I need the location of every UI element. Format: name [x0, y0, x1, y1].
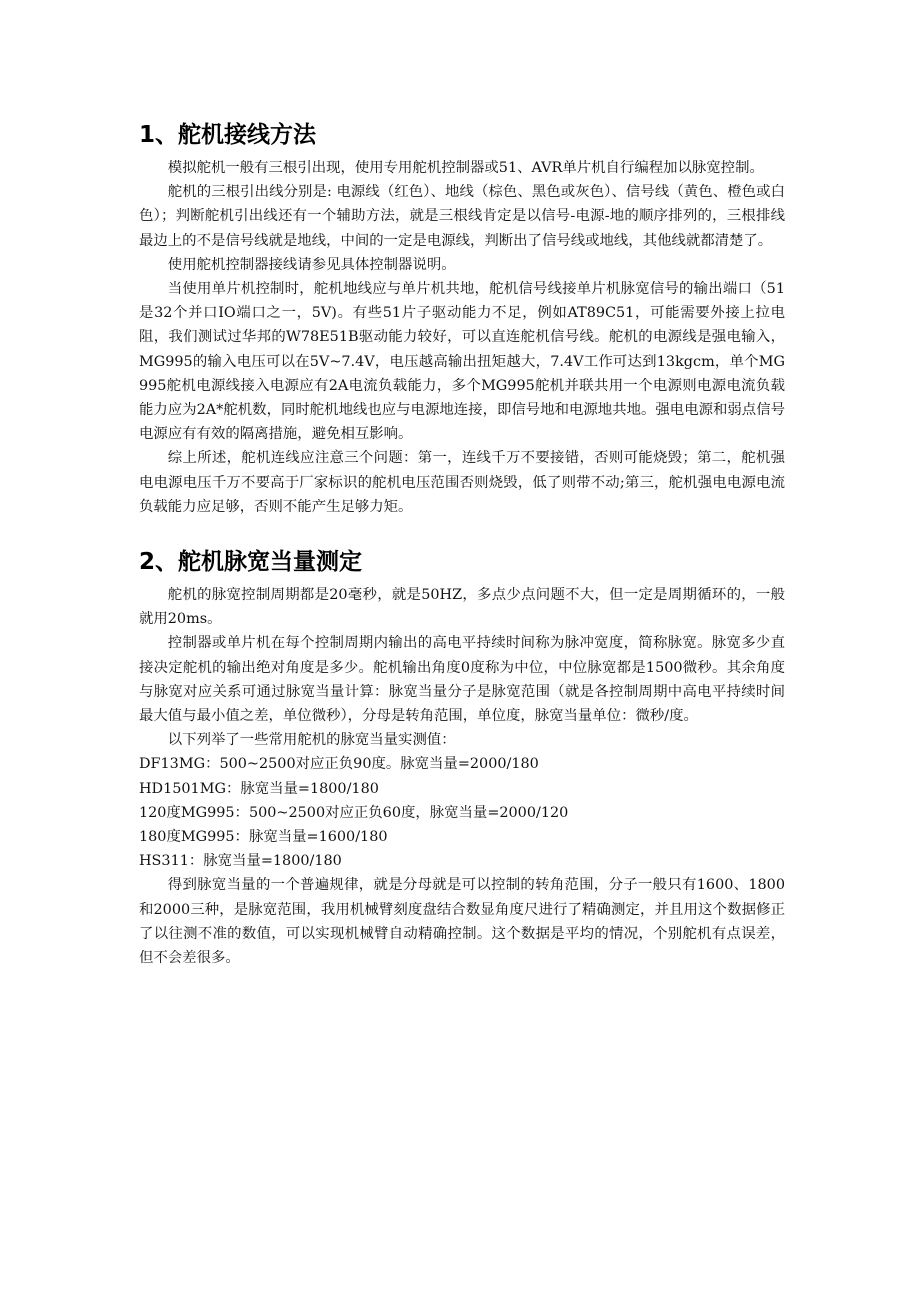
- section-2-paragraph-2: 控制器或单片机在每个控制周期内输出的高电平持续时间称为脉冲宽度，简称脉宽。脉宽多少直接决定舵机的输出绝对角度是多少。舵机输出角度0度称为中位，中位脉宽都是1500微秒。其余角度与脉宽对应关系可通过脉宽当量计算：脉宽当量分子是脉宽范围（就是各控制周期中高电平持续时间最大值与最小值之差，单位微秒），分母是转角范围，单位度，脉宽当量单位：微秒/度。: [139, 635, 785, 725]
- measurement-line: DF13MG：500~2500对应正负90度。脉宽当量=2000/180: [139, 756, 539, 773]
- section-2-paragraph-3: 以下列举了一些常用舵机的脉宽当量实测值：: [167, 732, 456, 749]
- section-2-conclusion: 得到脉宽当量的一个普遍规律，就是分母就是可以控制的转角范围，分子一般只有1600、1800和2000三种，是脉宽范围，我用机械臂刻度盘结合数显角度尺进行了精确测定，并且用这个数据修正了以往测不准的数值，可以实现机械臂自动精确控制。这个数据是平均的情况，个别舵机有点误差，但不会差很多。: [139, 877, 785, 967]
- section-1-paragraph-3: 使用舵机控制器接线请参见具体控制器说明。: [167, 256, 456, 273]
- section-1-title: 1、舵机接线方法: [139, 122, 317, 148]
- section-1-paragraph-2: 舵机的三根引出线分别是: 电源线（红色）、地线（棕色、黑色或灰色）、信号线（黄色、橙色或白色）；判断舵机引出线还有一个辅助方法，就是三根线肯定是以信号-电源-地的顺序排列的，三根排线最边上的不是信号线就是地线，中间的一定是电源线，判断出了信号线或地线，其他线就都清楚了。: [139, 184, 785, 249]
- measurement-line: 180度MG995：脉宽当量=1600/180: [139, 829, 388, 846]
- document-page: [139, 118, 785, 970]
- section-1-paragraph-1: 模拟舵机一般有三根引出现，使用专用舵机控制器或51、AVR单片机自行编程加以脉宽控制。: [167, 160, 764, 176]
- section-2-title: 2、舵机脉宽当量测定: [139, 549, 363, 576]
- section-1-paragraph-4: 当使用单片机控制时，舵机地线应与单片机共地，舵机信号线接单片机脉宽信号的输出端口（51是32个并口IO端口之一，5V)。有些51片子驱动能力不足，例如AT89C51，可能需要外接上拉电阻，我们测试过华邦的W78E51B驱动能力较好，可以直连舵机信号线。舵机的电源线是强电输入，MG995的输入电压可以在5V~7.4V，电压越高输出扭矩越大，7.4V工作可达到13kgcm，单个MG995舵机电源线接入电源应有2A电流负载能力，多个MG995舵机并联共用一个电源则电源电流负载能力应为2A*舵机数，同时舵机地线也应与电源地连接，即信号地和电源地共地。强电电源和弱点信号电源应有有效的隔离措施，避免相互影响。: [139, 281, 785, 443]
- section-1-paragraph-5: 综上所述，舵机连线应注意三个问题：第一，连线千万不要接错，否则可能烧毁；第二，舵机强电电源电压千万不要高于厂家标识的舵机电压范围否则烧毁，低了则带不动;第三，舵机强电电源电流负载能力应足够，否则不能产生足够力矩。: [139, 450, 785, 515]
- measurement-line: HD1501MG：脉宽当量=1800/180: [139, 780, 379, 797]
- measurement-line: 120度MG995：500~2500对应正负60度，脉宽当量=2000/120: [139, 804, 569, 821]
- measurement-line: HS311：脉宽当量=1800/180: [139, 853, 342, 870]
- section-2-paragraph-1: 舵机的脉宽控制周期都是20毫秒，就是50HZ，多点少点问题不大，但一定是周期循环的，一般就用20ms。: [139, 587, 785, 628]
